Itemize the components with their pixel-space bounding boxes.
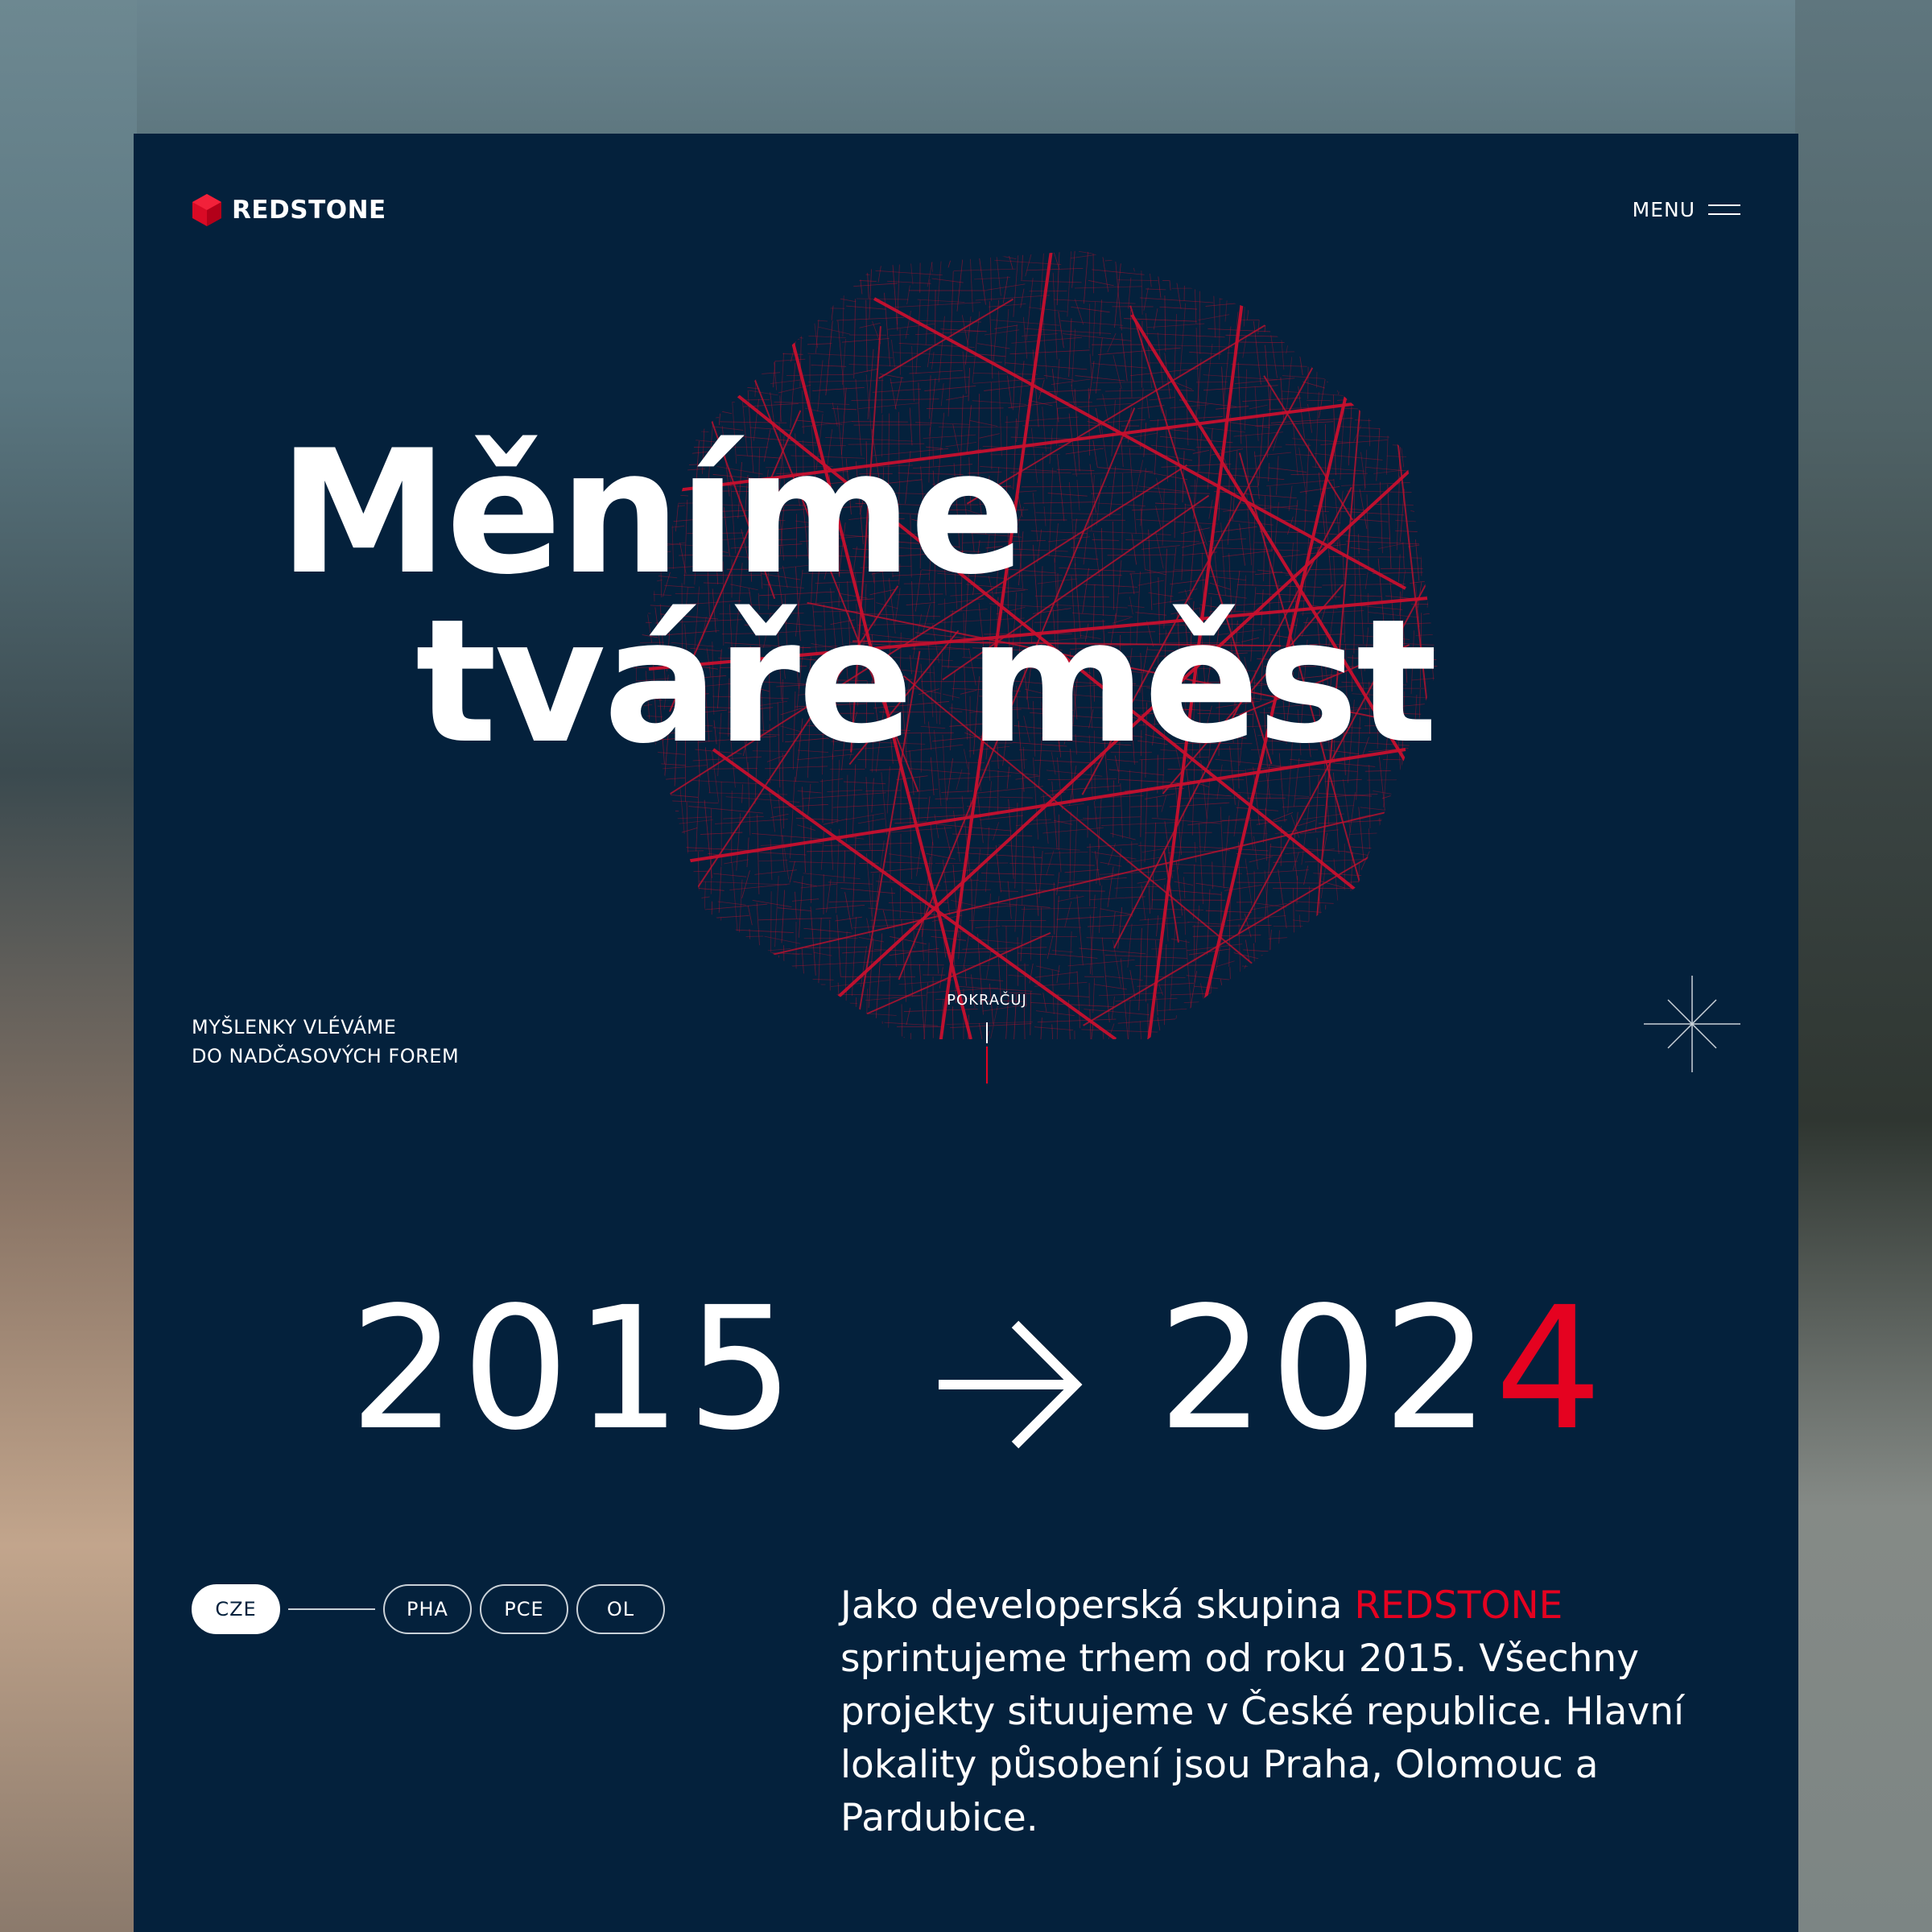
headline-line-1: Měníme (279, 413, 1024, 612)
chip-pce[interactable]: PCE (480, 1584, 568, 1634)
website-page (134, 134, 1798, 1932)
arrow-right-icon (939, 1320, 1084, 1449)
year-end-prefix: 202 (1158, 1270, 1495, 1468)
location-filter (192, 1584, 673, 1634)
chip-ol[interactable]: OL (576, 1584, 665, 1634)
scroll-continue-label: POKRAČUJ (947, 992, 1027, 1009)
headline-line-2: tváře měst (415, 582, 1435, 781)
about-brand-highlight: REDSTONE (1354, 1583, 1563, 1628)
sparkle-star-icon (1644, 976, 1740, 1072)
hero-headline (134, 134, 1798, 939)
tagline (192, 1013, 459, 1071)
year-end (1158, 1270, 1608, 1468)
chip-connector-line (288, 1608, 375, 1610)
about-paragraph (840, 1579, 1758, 1845)
scroll-indicator-icon (986, 1022, 988, 1084)
tagline-line-2: DO NADČASOVÝCH FOREM (192, 1045, 460, 1067)
logo-wordmark: REDSTONE (232, 196, 386, 225)
year-start: 2015 (349, 1270, 799, 1468)
chip-pha[interactable]: PHA (383, 1584, 472, 1634)
chip-cze[interactable]: CZE (192, 1584, 280, 1634)
about-text-after: sprintujeme trhem od roku 2015. Všechny projekty situujeme v České republice. Hlavní lokality působení jsou Praha, Olomouc a Pardubice. (840, 1637, 1685, 1840)
scroll-continue[interactable] (906, 992, 1067, 1009)
tagline-line-1: MYŠLENKY VLÉVÁME (192, 1016, 397, 1038)
year-end-accent: 4 (1494, 1270, 1608, 1468)
years-range (134, 1270, 1798, 1494)
about-text-before: Jako developerská skupina (840, 1583, 1355, 1628)
menu-label: MENU (1632, 198, 1695, 221)
background-blur-right (1795, 0, 1932, 1932)
background-blur-left (0, 0, 137, 1932)
